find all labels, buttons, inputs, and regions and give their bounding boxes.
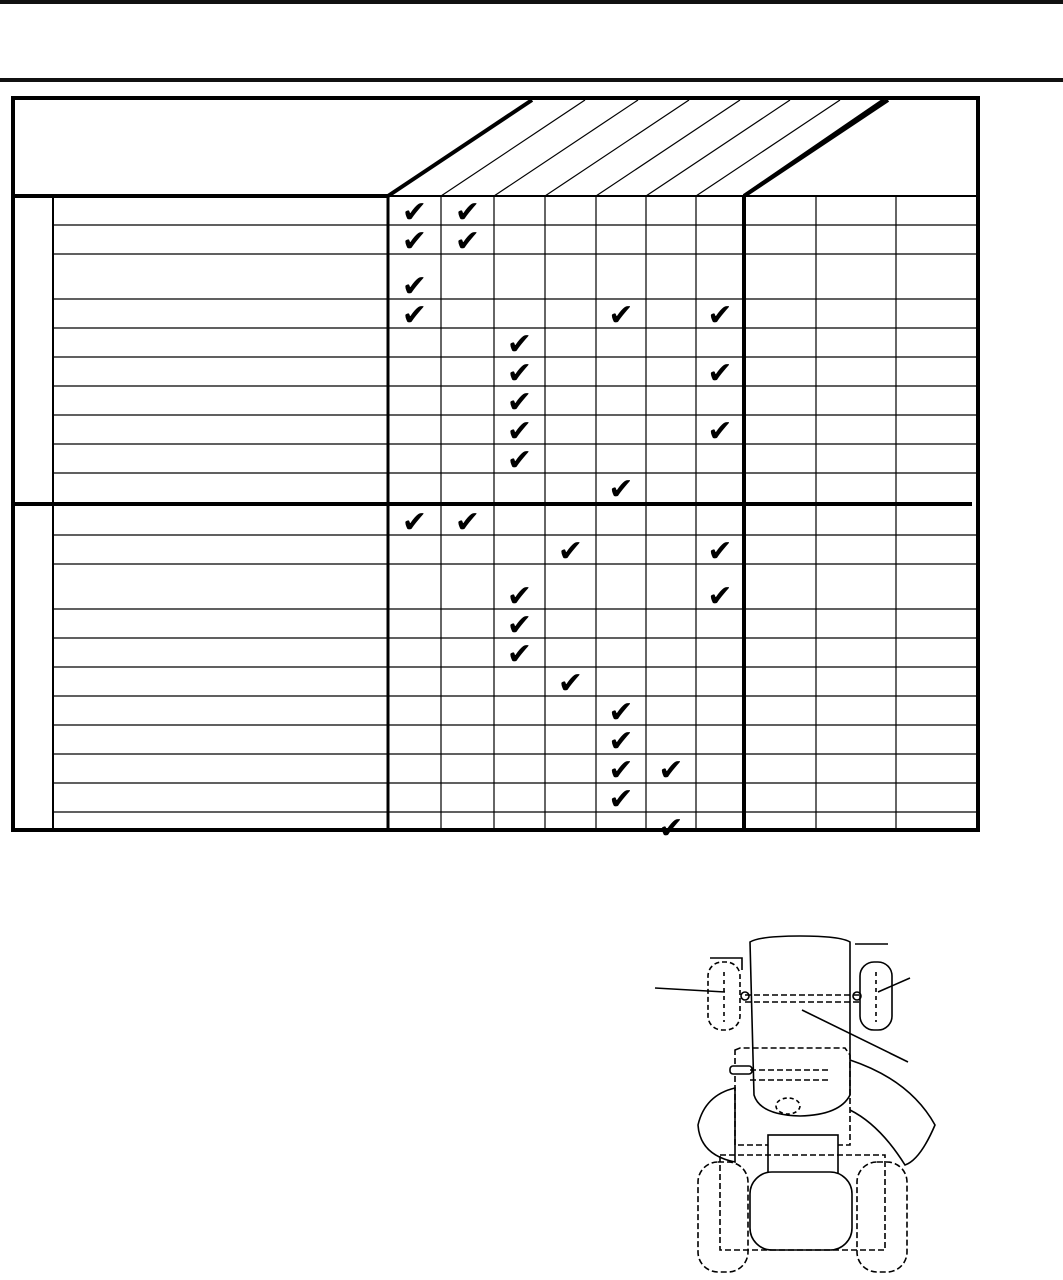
check-mark: ✔ [506, 356, 533, 391]
check-mark: ✔ [608, 298, 634, 333]
check-mark: ✔ [557, 534, 584, 569]
check-mark: ✔ [658, 753, 684, 788]
check-mark: ✔ [401, 224, 428, 259]
check-mark: ✔ [608, 753, 634, 788]
check-mark: ✔ [506, 414, 533, 449]
check-mark: ✔ [608, 724, 634, 759]
check-mark: ✔ [608, 695, 634, 730]
check-mark: ✔ [454, 505, 481, 540]
check-mark: ✔ [707, 356, 733, 391]
check-mark: ✔ [506, 327, 533, 362]
seat [750, 1172, 852, 1250]
check-mark: ✔ [506, 608, 533, 643]
header-diagonal-0 [388, 100, 532, 196]
check-mark: ✔ [401, 269, 428, 304]
check-mark: ✔ [557, 666, 584, 701]
check-mark: ✔ [506, 443, 533, 478]
tractor-top-view-diagram [650, 930, 950, 1280]
check-mark: ✔ [401, 298, 428, 333]
rear-left-wheel [698, 1162, 748, 1272]
check-mark: ✔ [454, 195, 481, 230]
lever-handle [730, 1066, 752, 1074]
chart-frame [13, 98, 978, 830]
check-mark: ✔ [707, 414, 733, 449]
check-mark: ✔ [454, 224, 481, 259]
check-mark: ✔ [707, 579, 733, 614]
check-mark: ✔ [658, 811, 684, 846]
check-mark: ✔ [608, 472, 634, 507]
rear-right-wheel [857, 1162, 907, 1272]
check-mark: ✔ [506, 637, 533, 672]
check-mark: ✔ [608, 782, 634, 817]
check-mark: ✔ [506, 385, 533, 420]
header-diagonal-end [744, 100, 884, 196]
check-mark: ✔ [707, 298, 733, 333]
check-mark: ✔ [401, 505, 428, 540]
check-mark: ✔ [401, 195, 428, 230]
check-mark: ✔ [506, 579, 533, 614]
check-mark: ✔ [707, 534, 733, 569]
